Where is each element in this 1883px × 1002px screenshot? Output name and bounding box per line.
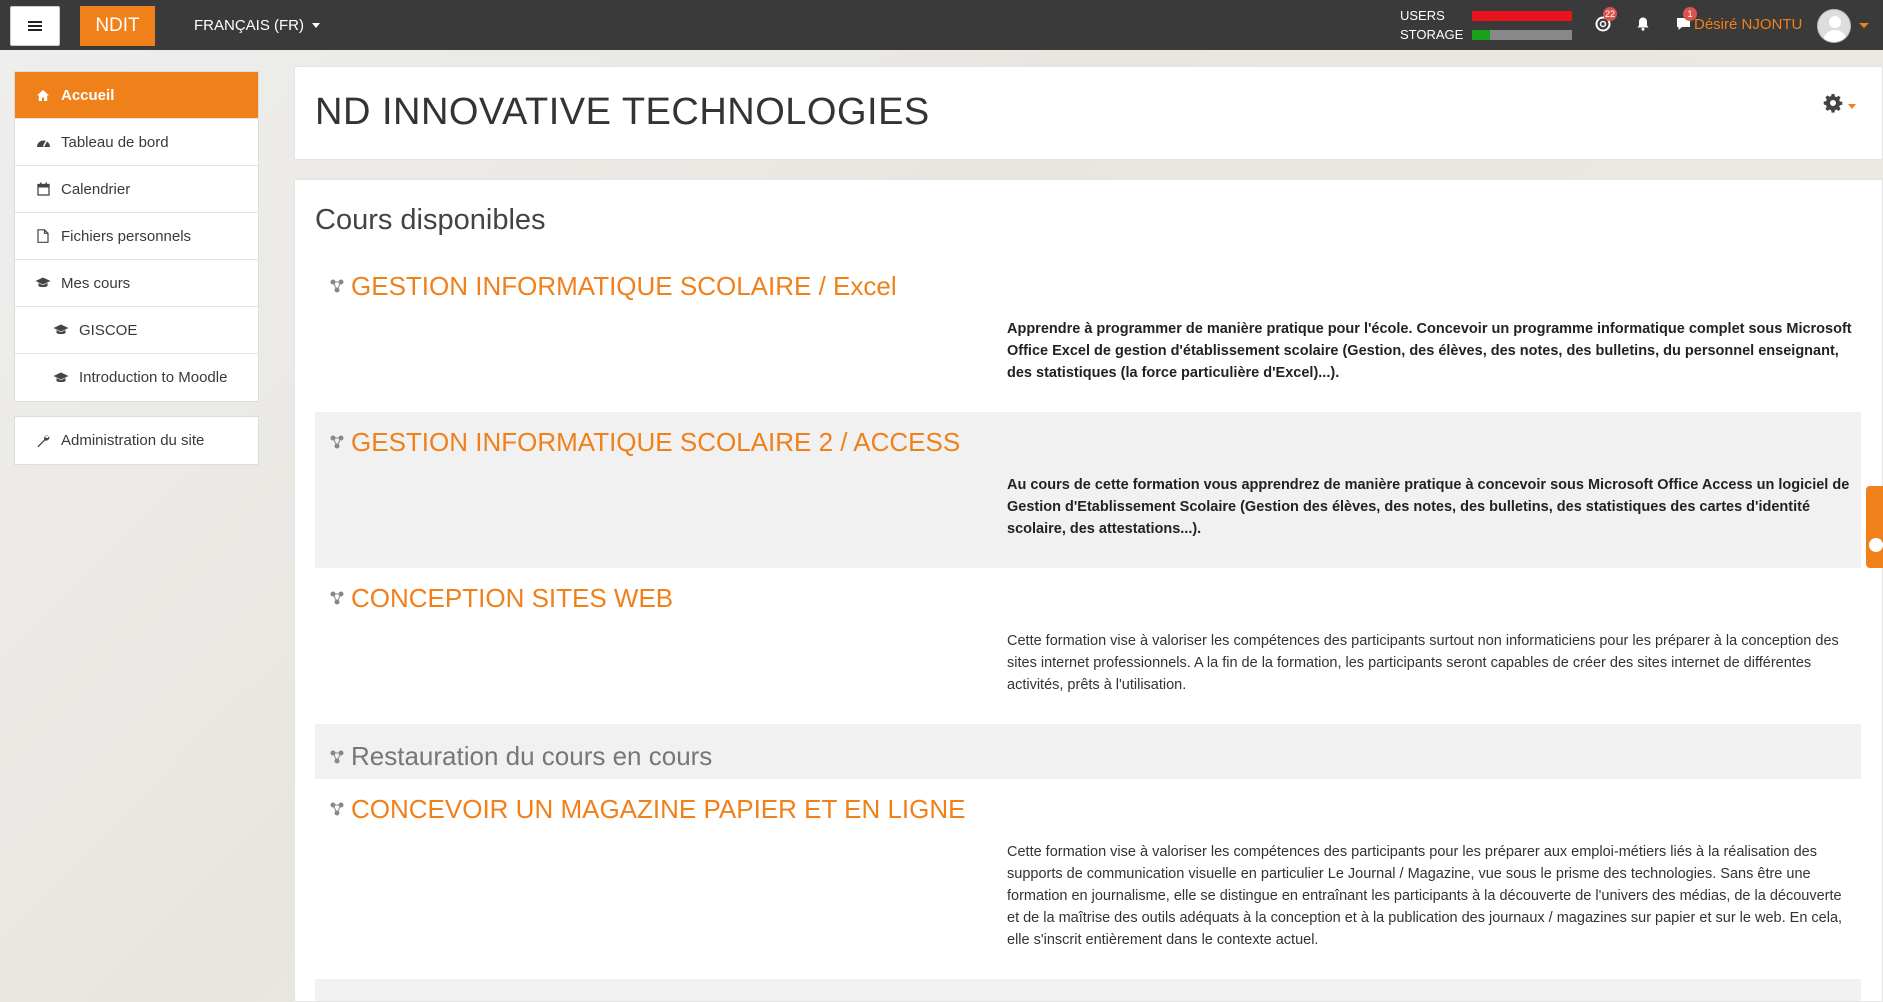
hamburger-icon (28, 20, 42, 32)
language-label: FRANÇAIS (FR) (194, 17, 304, 34)
chevron-down-icon (1848, 104, 1856, 109)
brand-logo[interactable]: NDIT (80, 6, 155, 46)
course-summary: Au cours de cette formation vous apprendrez de manière pratique à concevoir sous Microsoft Office Access un logiciel de Gestion d'Etablissement Scolaire (Gestion des élèves, des notes, des bulletins, des statistiques des cartes d'identité scolaire, des attestations...). (1007, 477, 1850, 537)
calendar-icon (35, 181, 51, 197)
course-list (315, 256, 1861, 1002)
notification-count-badge: 22 (1604, 9, 1615, 19)
course-icon (327, 747, 347, 767)
sidebar-item-label: Administration du site (61, 432, 205, 449)
users-meter-label: USERS (1400, 8, 1445, 23)
course-item (315, 779, 1861, 979)
sidebar-item-mes-cours[interactable] (15, 260, 258, 307)
course-item (315, 979, 1861, 1002)
users-meter (1400, 6, 1572, 25)
course-icon (327, 276, 347, 296)
support-side-tab[interactable] (1866, 486, 1883, 568)
language-selector[interactable] (194, 17, 320, 34)
home-icon (35, 87, 51, 103)
course-link[interactable]: Restauration du cours en cours (351, 741, 713, 771)
sidebar-item-label: Calendrier (61, 180, 131, 198)
course-item (315, 724, 1861, 779)
chevron-down-icon (312, 23, 320, 28)
sidebar-item-label: GISCOE (79, 321, 138, 339)
sidebar-item-label: Fichiers personnels (61, 227, 192, 245)
sidebar-item-introduction-to-moodle[interactable] (15, 354, 258, 401)
section-title: Cours disponibles (315, 204, 546, 236)
sidebar-item-fichiers-personnels[interactable] (15, 213, 258, 260)
graduation-cap-icon (53, 322, 69, 338)
users-meter-bar (1472, 11, 1572, 21)
sidebar-item-administration[interactable] (15, 417, 258, 464)
sidebar-item-label: Mes cours (61, 274, 131, 292)
course-item (315, 412, 1861, 568)
sidebar (14, 71, 259, 479)
course-link[interactable]: GESTION INFORMATIQUE SCOLAIRE / Excel (351, 270, 897, 301)
storage-meter (1400, 25, 1572, 44)
course-link[interactable]: CONCEVOIR UN MAGAZINE PAPIER ET EN LIGNE (351, 793, 966, 824)
sidebar-item-label: Introduction to Moodle (79, 369, 228, 386)
top-navbar (0, 0, 1883, 50)
graduation-cap-icon (35, 275, 51, 291)
wrench-icon (35, 433, 51, 449)
course-summary: Apprendre à programmer de manière pratique pour l'école. Concevoir un programme informatique complet sous Microsoft Office Excel de gestion d'établissement scolaire (Gestion, des élèves, des notes, des bulletins, du personnel enseignant, des statistiques (la force particulière d'Excel)...). (1007, 321, 1852, 381)
sidebar-item-accueil[interactable] (15, 72, 258, 119)
course-link[interactable]: GESTION INFORMATIQUE SCOLAIRE 2 / ACCESS (351, 426, 961, 457)
lifebuoy-icon[interactable] (1592, 9, 1615, 35)
course-icon (327, 588, 347, 608)
file-icon (35, 228, 51, 244)
menu-toggle-button[interactable] (10, 6, 60, 46)
dashboard-icon (35, 134, 51, 150)
message-count-badge: 1 (1683, 7, 1697, 21)
sidebar-item-label: Tableau de bord (61, 133, 169, 151)
avatar[interactable] (1817, 9, 1851, 43)
user-menu-chevron-icon[interactable] (1859, 23, 1869, 28)
user-menu-name[interactable]: Désiré NJONTU (1694, 16, 1803, 33)
users-meter-fill (1472, 11, 1572, 21)
bell-icon[interactable] (1632, 13, 1654, 35)
course-item (315, 568, 1861, 724)
settings-menu-button[interactable] (1823, 93, 1856, 119)
page-header (294, 66, 1883, 160)
usage-meters (1400, 6, 1572, 44)
sidebar-nav-group (14, 71, 259, 402)
chat-bubble-icon[interactable] (1672, 9, 1694, 35)
storage-meter-label: STORAGE (1400, 27, 1464, 42)
main-content (294, 179, 1883, 1002)
course-link[interactable]: CONCEPTION SITES WEB (351, 582, 674, 613)
sidebar-item-tableau-de-bord[interactable] (15, 119, 258, 166)
sidebar-item-label: Accueil (61, 86, 115, 104)
course-summary: Cette formation vise à valoriser les compétences des participants surtout non informaticiens pour les préparer à la conception des sites internet professionnels. A la fin de la formation, les participants seront capables de créer des sites internet de différentes activités, prêts à l'utilisation. (1007, 633, 1839, 693)
sidebar-item-calendrier[interactable] (15, 166, 258, 213)
storage-meter-bar (1472, 30, 1572, 40)
sidebar-item-giscoe[interactable] (15, 307, 258, 354)
sidebar-admin-group (14, 416, 259, 465)
gear-icon (1823, 93, 1843, 119)
graduation-cap-icon (53, 370, 69, 386)
course-item (315, 256, 1861, 412)
storage-meter-fill (1472, 30, 1490, 40)
page-title: ND INNOVATIVE TECHNOLOGIES (315, 91, 930, 133)
nav-icon-group (1592, 9, 1694, 35)
course-icon (327, 799, 347, 819)
course-icon (327, 432, 347, 452)
course-summary: Cette formation vise à valoriser les compétences des participants pour les préparer aux emploi-métiers liés à la réalisation des supports de communication visuelle en particulier Le Journal / Magazine, vue sous le prisme des technologies. Sans être une formation en journalisme, elle se distingue en entraînant les participants à la découverte de l'univers des médias, de la découverte et de la maîtrise des outils adéquats à la conception et à la publication des journaux / magazines sur papier et sur le web. En cela, elle s'inscrit entièrement dans le contexte actuel. (1007, 844, 1843, 948)
